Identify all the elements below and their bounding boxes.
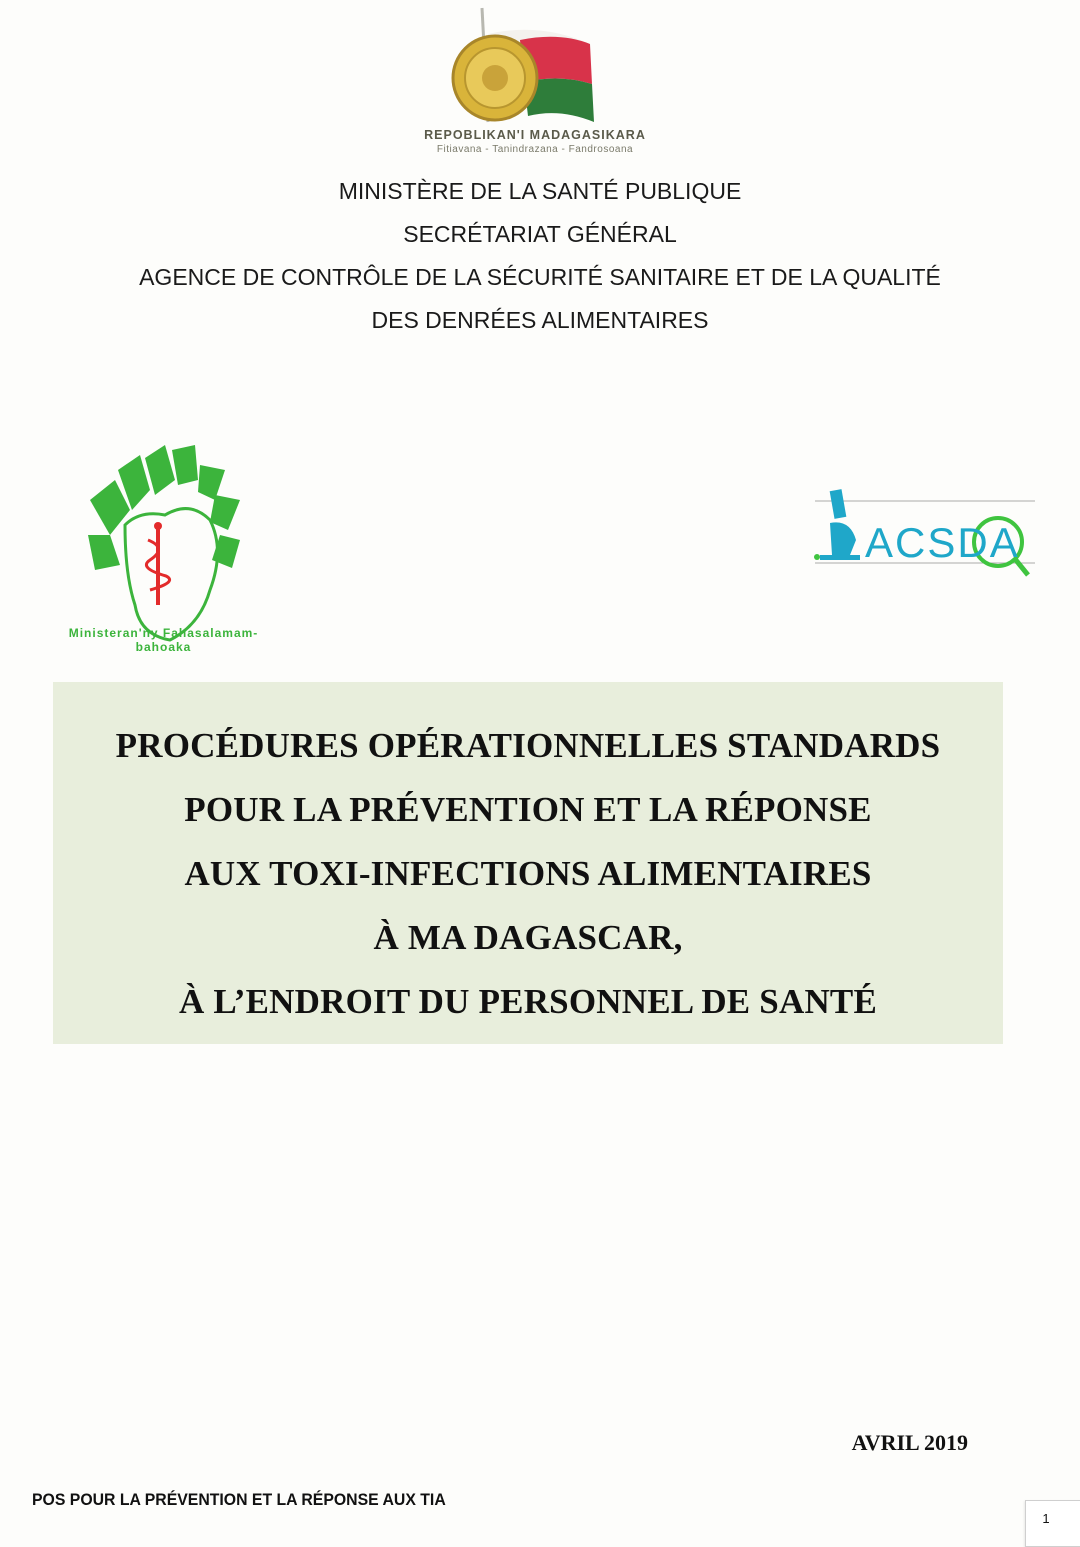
header-agency-line1: AGENCE DE CONTRÔLE DE LA SÉCURITÉ SANITAIRE ET DE LA QUALITÉ bbox=[139, 264, 941, 290]
document-title-box bbox=[53, 682, 1003, 1044]
title-line-1: PROCÉDURES OPÉRATIONNELLES STANDARDS bbox=[115, 726, 941, 765]
acsda-logo-text: ACSDA bbox=[865, 519, 1020, 566]
emblem-motto: Fitiavana - Tanindrazana - Fandrosoana bbox=[436, 144, 634, 155]
madagascar-seal-flag-icon bbox=[390, 4, 680, 129]
title-line-3: AUX TOXI-INFECTIONS ALIMENTAIRES bbox=[184, 854, 872, 893]
republic-emblem bbox=[390, 4, 680, 160]
footer-text: POS POUR LA PRÉVENTION ET LA RÉPONSE AUX TIA bbox=[32, 1490, 446, 1509]
title-line-2: POUR LA PRÉVENTION ET LA RÉPONSE bbox=[184, 790, 872, 829]
document-date: AVRIL 2019 bbox=[851, 1430, 968, 1455]
header-agency-line2: DES DENRÉES ALIMENTAIRES bbox=[371, 307, 709, 333]
page-number: 1 bbox=[1042, 1511, 1050, 1526]
acsda-logo bbox=[810, 485, 1040, 590]
page-number-box bbox=[1025, 1500, 1080, 1547]
header-secretariat: SECRÉTARIAT GÉNÉRAL bbox=[403, 221, 677, 247]
title-line-4: À MA DAGASCAR, bbox=[373, 918, 683, 957]
header-ministry: MINISTÈRE DE LA SANTÉ PUBLIQUE bbox=[338, 178, 742, 204]
ministry-health-logo bbox=[40, 440, 285, 670]
title-line-5: À L’ENDROIT DU PERSONNEL DE SANTÉ bbox=[178, 982, 878, 1021]
emblem-title: REPOBLIKAN'I MADAGASIKARA bbox=[424, 128, 646, 142]
ministry-logo-text: Ministeran'ny Fahasalamam-bahoaka bbox=[68, 626, 259, 654]
